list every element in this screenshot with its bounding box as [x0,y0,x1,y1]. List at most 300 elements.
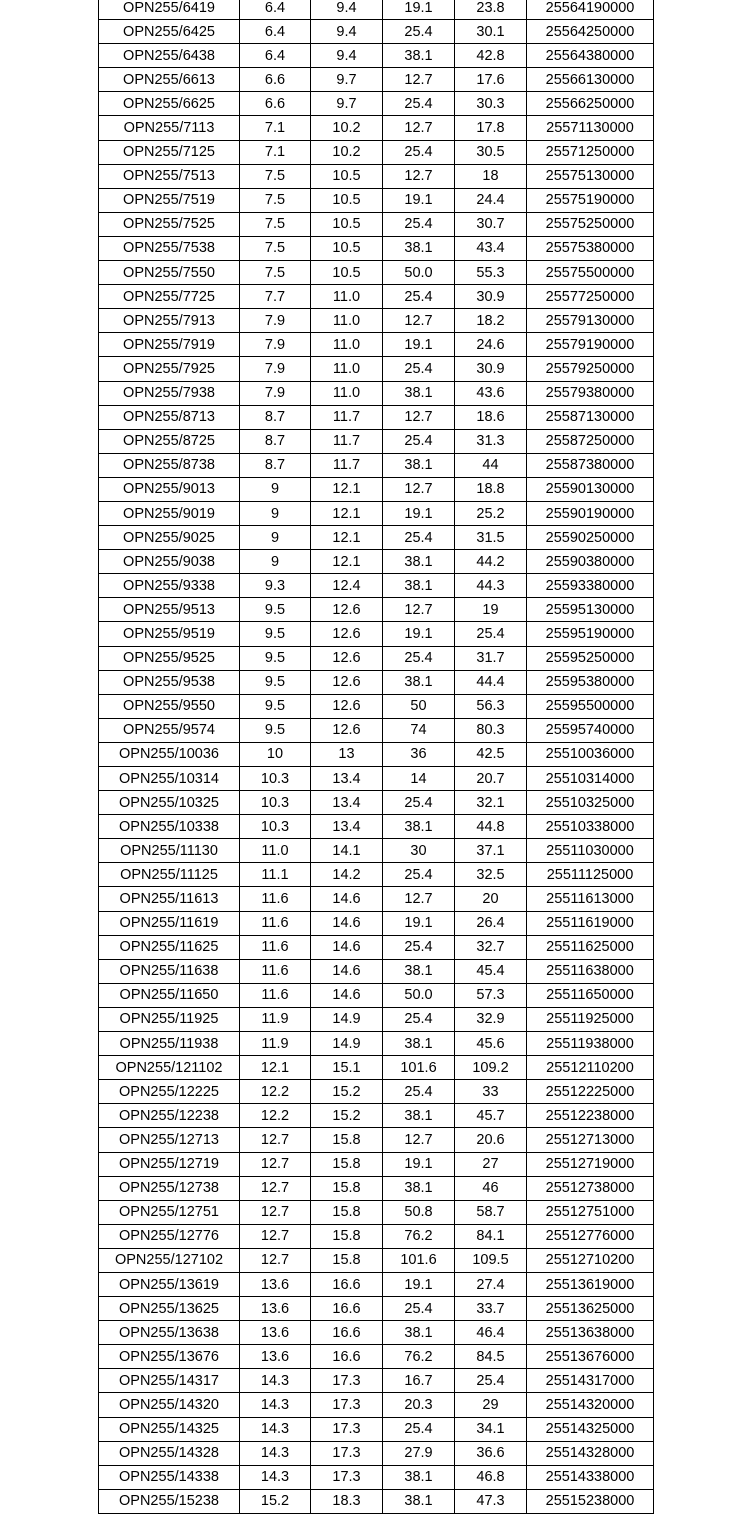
col4-value-cell: 50.0 [383,983,455,1007]
col2-value-cell: 15.2 [240,1489,311,1513]
col5-value-cell: 30.5 [455,140,527,164]
col4-value-cell: 38.1 [383,1176,455,1200]
part-number-cell: OPN255/6425 [99,20,240,44]
col2-value-cell: 9 [240,477,311,501]
order-code-cell: 25571130000 [527,116,654,140]
part-number-cell: OPN255/12719 [99,1152,240,1176]
col2-value-cell: 10.3 [240,791,311,815]
col5-value-cell: 32.9 [455,1007,527,1031]
col4-value-cell: 25.4 [383,92,455,116]
col4-value-cell: 12.7 [383,405,455,429]
col4-value-cell: 25.4 [383,646,455,670]
table-row [99,1321,654,1345]
col2-value-cell: 7.5 [240,261,311,285]
order-code-cell: 25513625000 [527,1297,654,1321]
part-number-cell: OPN255/7725 [99,285,240,309]
table-row [99,1032,654,1056]
table-row [99,1152,654,1176]
col2-value-cell: 12.7 [240,1128,311,1152]
col4-value-cell: 12.7 [383,477,455,501]
col3-value-cell: 17.3 [311,1369,383,1393]
table-row [99,1128,654,1152]
col2-value-cell: 7.9 [240,381,311,405]
col3-value-cell: 15.8 [311,1224,383,1248]
part-number-cell: OPN255/127102 [99,1248,240,1272]
col3-value-cell: 10.5 [311,236,383,260]
col2-value-cell: 8.7 [240,453,311,477]
part-number-cell: OPN255/9025 [99,526,240,550]
order-code-cell: 25511625000 [527,935,654,959]
col2-value-cell: 6.4 [240,0,311,20]
order-code-cell: 25575380000 [527,236,654,260]
table-row [99,453,654,477]
col5-value-cell: 44.3 [455,574,527,598]
part-number-cell: OPN255/9525 [99,646,240,670]
table-row [99,1080,654,1104]
order-code-cell: 25595740000 [527,718,654,742]
table-row [99,1056,654,1080]
col2-value-cell: 12.7 [240,1176,311,1200]
col4-value-cell: 19.1 [383,501,455,525]
order-code-cell: 25595380000 [527,670,654,694]
col5-value-cell: 30.1 [455,20,527,44]
part-number-cell: OPN255/7525 [99,212,240,236]
order-code-cell: 25595190000 [527,622,654,646]
part-number-cell: OPN255/11125 [99,863,240,887]
part-number-cell: OPN255/10036 [99,742,240,766]
order-code-cell: 25575250000 [527,212,654,236]
col5-value-cell: 46 [455,1176,527,1200]
col5-value-cell: 42.5 [455,742,527,766]
part-number-cell: OPN255/12738 [99,1176,240,1200]
table-row [99,935,654,959]
col5-value-cell: 32.1 [455,791,527,815]
parts-table-container [98,0,654,1514]
col2-value-cell: 9.3 [240,574,311,598]
col3-value-cell: 16.6 [311,1345,383,1369]
col2-value-cell: 14.3 [240,1417,311,1441]
col2-value-cell: 14.3 [240,1369,311,1393]
order-code-cell: 25579380000 [527,381,654,405]
col4-value-cell: 16.7 [383,1369,455,1393]
col2-value-cell: 7.9 [240,333,311,357]
order-code-cell: 25595500000 [527,694,654,718]
col3-value-cell: 11.7 [311,429,383,453]
col3-value-cell: 10.5 [311,188,383,212]
col3-value-cell: 14.2 [311,863,383,887]
col5-value-cell: 25.4 [455,622,527,646]
col3-value-cell: 17.3 [311,1417,383,1441]
order-code-cell: 25514317000 [527,1369,654,1393]
col3-value-cell: 15.1 [311,1056,383,1080]
order-code-cell: 25579250000 [527,357,654,381]
part-number-cell: OPN255/12713 [99,1128,240,1152]
order-code-cell: 25564190000 [527,0,654,20]
col3-value-cell: 9.4 [311,44,383,68]
part-number-cell: OPN255/9019 [99,501,240,525]
part-number-cell: OPN255/14320 [99,1393,240,1417]
table-row [99,477,654,501]
part-number-cell: OPN255/7513 [99,164,240,188]
col5-value-cell: 18 [455,164,527,188]
col2-value-cell: 8.7 [240,405,311,429]
col2-value-cell: 7.5 [240,212,311,236]
col3-value-cell: 10.5 [311,164,383,188]
col5-value-cell: 43.6 [455,381,527,405]
table-row [99,767,654,791]
col5-value-cell: 46.8 [455,1465,527,1489]
col2-value-cell: 7.1 [240,140,311,164]
col3-value-cell: 10.2 [311,140,383,164]
part-number-cell: OPN255/9338 [99,574,240,598]
col5-value-cell: 26.4 [455,911,527,935]
col3-value-cell: 14.6 [311,983,383,1007]
order-code-cell: 25513619000 [527,1272,654,1296]
col2-value-cell: 9 [240,501,311,525]
order-code-cell: 25512238000 [527,1104,654,1128]
col5-value-cell: 45.7 [455,1104,527,1128]
col5-value-cell: 18.8 [455,477,527,501]
table-row [99,140,654,164]
order-code-cell: 25511938000 [527,1032,654,1056]
order-code-cell: 25511925000 [527,1007,654,1031]
part-number-cell: OPN255/10314 [99,767,240,791]
order-code-cell: 25590130000 [527,477,654,501]
order-code-cell: 25575190000 [527,188,654,212]
col4-value-cell: 50.0 [383,261,455,285]
col4-value-cell: 30 [383,839,455,863]
col4-value-cell: 12.7 [383,164,455,188]
col4-value-cell: 38.1 [383,550,455,574]
col4-value-cell: 38.1 [383,959,455,983]
table-row [99,670,654,694]
col2-value-cell: 13.6 [240,1297,311,1321]
table-row [99,742,654,766]
table-row [99,959,654,983]
col4-value-cell: 38.1 [383,670,455,694]
col4-value-cell: 25.4 [383,357,455,381]
table-row [99,1369,654,1393]
table-row [99,1272,654,1296]
table-row [99,911,654,935]
col4-value-cell: 38.1 [383,453,455,477]
col3-value-cell: 15.8 [311,1152,383,1176]
col2-value-cell: 12.2 [240,1104,311,1128]
col3-value-cell: 12.6 [311,622,383,646]
col2-value-cell: 12.7 [240,1152,311,1176]
col3-value-cell: 11.0 [311,285,383,309]
col3-value-cell: 16.6 [311,1272,383,1296]
col3-value-cell: 12.1 [311,501,383,525]
order-code-cell: 25587130000 [527,405,654,429]
part-number-cell: OPN255/9519 [99,622,240,646]
col2-value-cell: 11.6 [240,983,311,1007]
part-number-cell: OPN255/7919 [99,333,240,357]
col3-value-cell: 11.0 [311,333,383,357]
col4-value-cell: 101.6 [383,1248,455,1272]
order-code-cell: 25510325000 [527,791,654,815]
table-row [99,598,654,622]
table-row [99,236,654,260]
part-number-cell: OPN255/9550 [99,694,240,718]
col2-value-cell: 11.9 [240,1032,311,1056]
col3-value-cell: 12.4 [311,574,383,598]
table-row [99,839,654,863]
col3-value-cell: 12.6 [311,646,383,670]
col2-value-cell: 9 [240,550,311,574]
order-code-cell: 25590250000 [527,526,654,550]
col4-value-cell: 12.7 [383,68,455,92]
order-code-cell: 25579130000 [527,309,654,333]
col2-value-cell: 7.7 [240,285,311,309]
col2-value-cell: 9.5 [240,598,311,622]
col2-value-cell: 7.5 [240,236,311,260]
col4-value-cell: 25.4 [383,1417,455,1441]
col4-value-cell: 25.4 [383,791,455,815]
order-code-cell: 25512713000 [527,1128,654,1152]
col4-value-cell: 25.4 [383,863,455,887]
col5-value-cell: 32.5 [455,863,527,887]
col2-value-cell: 14.3 [240,1393,311,1417]
col5-value-cell: 45.6 [455,1032,527,1056]
part-number-cell: OPN255/9013 [99,477,240,501]
col4-value-cell: 25.4 [383,935,455,959]
col4-value-cell: 25.4 [383,140,455,164]
table-row [99,815,654,839]
table-row [99,1007,654,1031]
col3-value-cell: 14.9 [311,1032,383,1056]
col3-value-cell: 15.8 [311,1248,383,1272]
col4-value-cell: 14 [383,767,455,791]
col5-value-cell: 109.5 [455,1248,527,1272]
order-code-cell: 25511613000 [527,887,654,911]
table-row [99,285,654,309]
part-number-cell: OPN255/11925 [99,1007,240,1031]
col2-value-cell: 9.5 [240,694,311,718]
col2-value-cell: 6.6 [240,92,311,116]
col5-value-cell: 27 [455,1152,527,1176]
col3-value-cell: 10.5 [311,261,383,285]
col2-value-cell: 7.9 [240,357,311,381]
col3-value-cell: 14.1 [311,839,383,863]
col4-value-cell: 38.1 [383,1489,455,1513]
order-code-cell: 25512776000 [527,1224,654,1248]
col4-value-cell: 50 [383,694,455,718]
col4-value-cell: 74 [383,718,455,742]
part-number-cell: OPN255/8738 [99,453,240,477]
part-number-cell: OPN255/121102 [99,1056,240,1080]
col4-value-cell: 12.7 [383,598,455,622]
col3-value-cell: 12.6 [311,694,383,718]
part-number-cell: OPN255/7925 [99,357,240,381]
col5-value-cell: 45.4 [455,959,527,983]
col4-value-cell: 25.4 [383,285,455,309]
col3-value-cell: 12.1 [311,526,383,550]
col3-value-cell: 13.4 [311,815,383,839]
part-number-cell: OPN255/8725 [99,429,240,453]
table-row [99,188,654,212]
col5-value-cell: 20.7 [455,767,527,791]
col2-value-cell: 7.5 [240,164,311,188]
part-number-cell: OPN255/14317 [99,1369,240,1393]
part-number-cell: OPN255/9038 [99,550,240,574]
part-number-cell: OPN255/7913 [99,309,240,333]
table-row [99,1417,654,1441]
col5-value-cell: 33 [455,1080,527,1104]
table-row [99,646,654,670]
table-row [99,20,654,44]
part-number-cell: OPN255/14325 [99,1417,240,1441]
col5-value-cell: 46.4 [455,1321,527,1345]
col2-value-cell: 7.5 [240,188,311,212]
order-code-cell: 25510036000 [527,742,654,766]
col5-value-cell: 84.1 [455,1224,527,1248]
table-row [99,429,654,453]
col3-value-cell: 14.9 [311,1007,383,1031]
col2-value-cell: 14.3 [240,1465,311,1489]
col2-value-cell: 7.1 [240,116,311,140]
order-code-cell: 25512738000 [527,1176,654,1200]
order-code-cell: 25511125000 [527,863,654,887]
part-number-cell: OPN255/11613 [99,887,240,911]
col5-value-cell: 34.1 [455,1417,527,1441]
col4-value-cell: 19.1 [383,333,455,357]
col5-value-cell: 44.4 [455,670,527,694]
col4-value-cell: 25.4 [383,526,455,550]
col2-value-cell: 6.6 [240,68,311,92]
col4-value-cell: 19.1 [383,911,455,935]
table-row [99,622,654,646]
part-number-cell: OPN255/10338 [99,815,240,839]
table-row [99,1393,654,1417]
order-code-cell: 25511619000 [527,911,654,935]
col5-value-cell: 30.9 [455,357,527,381]
col2-value-cell: 9 [240,526,311,550]
table-row [99,887,654,911]
table-row [99,791,654,815]
col5-value-cell: 30.3 [455,92,527,116]
col4-value-cell: 38.1 [383,381,455,405]
col4-value-cell: 38.1 [383,236,455,260]
col4-value-cell: 25.4 [383,429,455,453]
order-code-cell: 25575130000 [527,164,654,188]
table-row [99,164,654,188]
table-row [99,550,654,574]
col4-value-cell: 101.6 [383,1056,455,1080]
table-row [99,718,654,742]
parts-table [98,0,654,1514]
col4-value-cell: 25.4 [383,212,455,236]
col2-value-cell: 12.2 [240,1080,311,1104]
table-row [99,92,654,116]
part-number-cell: OPN255/6438 [99,44,240,68]
part-number-cell: OPN255/15238 [99,1489,240,1513]
col5-value-cell: 29 [455,1393,527,1417]
col4-value-cell: 25.4 [383,1297,455,1321]
order-code-cell: 25512751000 [527,1200,654,1224]
col2-value-cell: 11.6 [240,959,311,983]
col2-value-cell: 7.9 [240,309,311,333]
col5-value-cell: 55.3 [455,261,527,285]
table-row [99,1176,654,1200]
col4-value-cell: 38.1 [383,1465,455,1489]
table-row [99,405,654,429]
part-number-cell: OPN255/7113 [99,116,240,140]
col3-value-cell: 12.6 [311,670,383,694]
col4-value-cell: 12.7 [383,309,455,333]
order-code-cell: 25512110200 [527,1056,654,1080]
table-row [99,1200,654,1224]
col4-value-cell: 38.1 [383,1321,455,1345]
order-code-cell: 25515238000 [527,1489,654,1513]
col3-value-cell: 13.4 [311,767,383,791]
col5-value-cell: 36.6 [455,1441,527,1465]
part-number-cell: OPN255/13676 [99,1345,240,1369]
col2-value-cell: 12.7 [240,1248,311,1272]
col2-value-cell: 10.3 [240,815,311,839]
col4-value-cell: 76.2 [383,1345,455,1369]
col3-value-cell: 9.4 [311,0,383,20]
col5-value-cell: 30.9 [455,285,527,309]
col3-value-cell: 9.7 [311,92,383,116]
col3-value-cell: 11.0 [311,357,383,381]
col3-value-cell: 9.4 [311,20,383,44]
part-number-cell: OPN255/7519 [99,188,240,212]
table-row [99,863,654,887]
order-code-cell: 25514338000 [527,1465,654,1489]
col4-value-cell: 36 [383,742,455,766]
part-number-cell: OPN255/11625 [99,935,240,959]
col3-value-cell: 17.3 [311,1441,383,1465]
col5-value-cell: 109.2 [455,1056,527,1080]
part-number-cell: OPN255/9513 [99,598,240,622]
part-number-cell: OPN255/7125 [99,140,240,164]
col4-value-cell: 12.7 [383,116,455,140]
table-row [99,309,654,333]
part-number-cell: OPN255/7538 [99,236,240,260]
col5-value-cell: 42.8 [455,44,527,68]
col5-value-cell: 84.5 [455,1345,527,1369]
col4-value-cell: 76.2 [383,1224,455,1248]
col2-value-cell: 10.3 [240,767,311,791]
order-code-cell: 25566250000 [527,92,654,116]
col5-value-cell: 56.3 [455,694,527,718]
col5-value-cell: 44 [455,453,527,477]
col4-value-cell: 25.4 [383,20,455,44]
part-number-cell: OPN255/13625 [99,1297,240,1321]
col2-value-cell: 11.9 [240,1007,311,1031]
order-code-cell: 25514325000 [527,1417,654,1441]
part-number-cell: OPN255/9538 [99,670,240,694]
order-code-cell: 25590190000 [527,501,654,525]
order-code-cell: 25566130000 [527,68,654,92]
col5-value-cell: 44.2 [455,550,527,574]
col4-value-cell: 25.4 [383,1007,455,1031]
table-row [99,116,654,140]
col2-value-cell: 12.7 [240,1224,311,1248]
table-row [99,526,654,550]
col5-value-cell: 58.7 [455,1200,527,1224]
order-code-cell: 25595250000 [527,646,654,670]
table-row [99,501,654,525]
part-number-cell: OPN255/7938 [99,381,240,405]
col2-value-cell: 12.1 [240,1056,311,1080]
col3-value-cell: 16.6 [311,1297,383,1321]
col3-value-cell: 11.7 [311,405,383,429]
col2-value-cell: 11.6 [240,935,311,959]
col5-value-cell: 27.4 [455,1272,527,1296]
order-code-cell: 25512225000 [527,1080,654,1104]
